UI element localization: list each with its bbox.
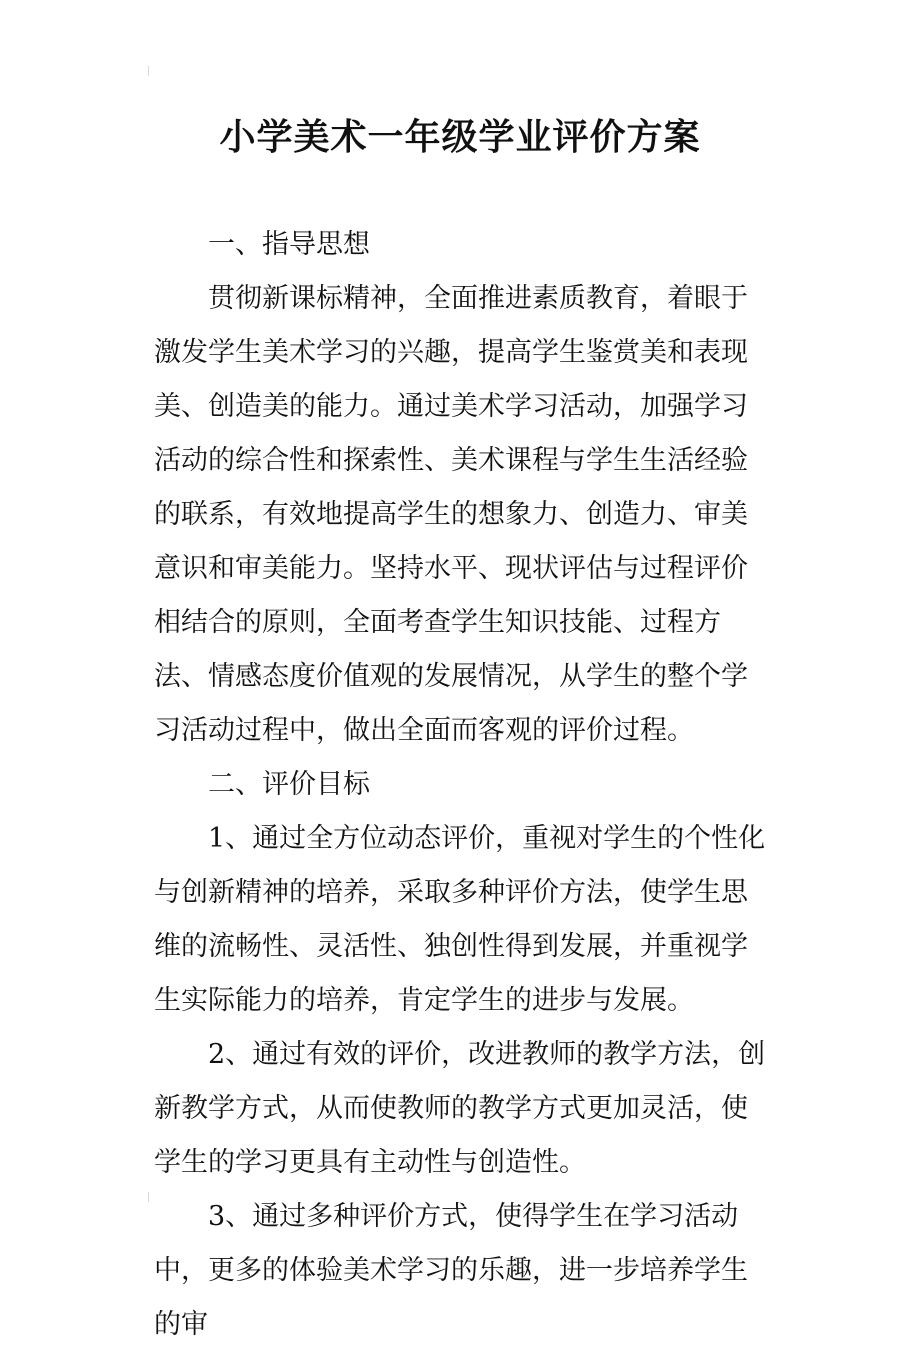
paragraph-goal-2: 2、通过有效的评价，改进教师的教学方法，创新教学方式，从而使教师的教学方式更加灵活，使学生的学习更具有主动性与创造性。 (154, 1039, 766, 1178)
paragraph-goal-1: 1、通过全方位动态评价，重视对学生的个性化与创新精神的培养，采取多种评价方法，使学生思维的流畅性、灵活性、独创性得到发展，并重视学生实际能力的培养，肯定学生的进步与发展。 (154, 823, 766, 1016)
document-title: 小学美术一年级学业评价方案 (219, 117, 701, 158)
page-corner-mark-bottom (148, 1192, 155, 1202)
section-heading-guiding-ideology: 一、指导思想 (208, 229, 370, 260)
page-corner-mark-top (148, 66, 155, 76)
paragraph-guiding-ideology: 贯彻新课标精神，全面推进素质教育，着眼于激发学生美术学习的兴趣，提高学生鉴赏美和表现美、创造美的能力。通过美术学习活动，加强学习活动的综合性和探索性、美术课程与学生生活经验的联系，有效地提高学生的想象力、创造力、审美意识和审美能力。坚持水平、现状评估与过程评价相结合的原则，全面考查学生知识技能、过程方法、情感态度价值观的发展情况，从学生的整个学习活动过程中，做出全面而客观的评价过程。 (154, 283, 748, 746)
paragraph-goal-3: 3、通过多种评价方式，使得学生在学习活动中，更多的体验美术学习的乐趣，进一步培养学生的审 (154, 1201, 748, 1340)
document-body (154, 218, 774, 1352)
section-heading-evaluation-goals: 二、评价目标 (208, 769, 370, 800)
